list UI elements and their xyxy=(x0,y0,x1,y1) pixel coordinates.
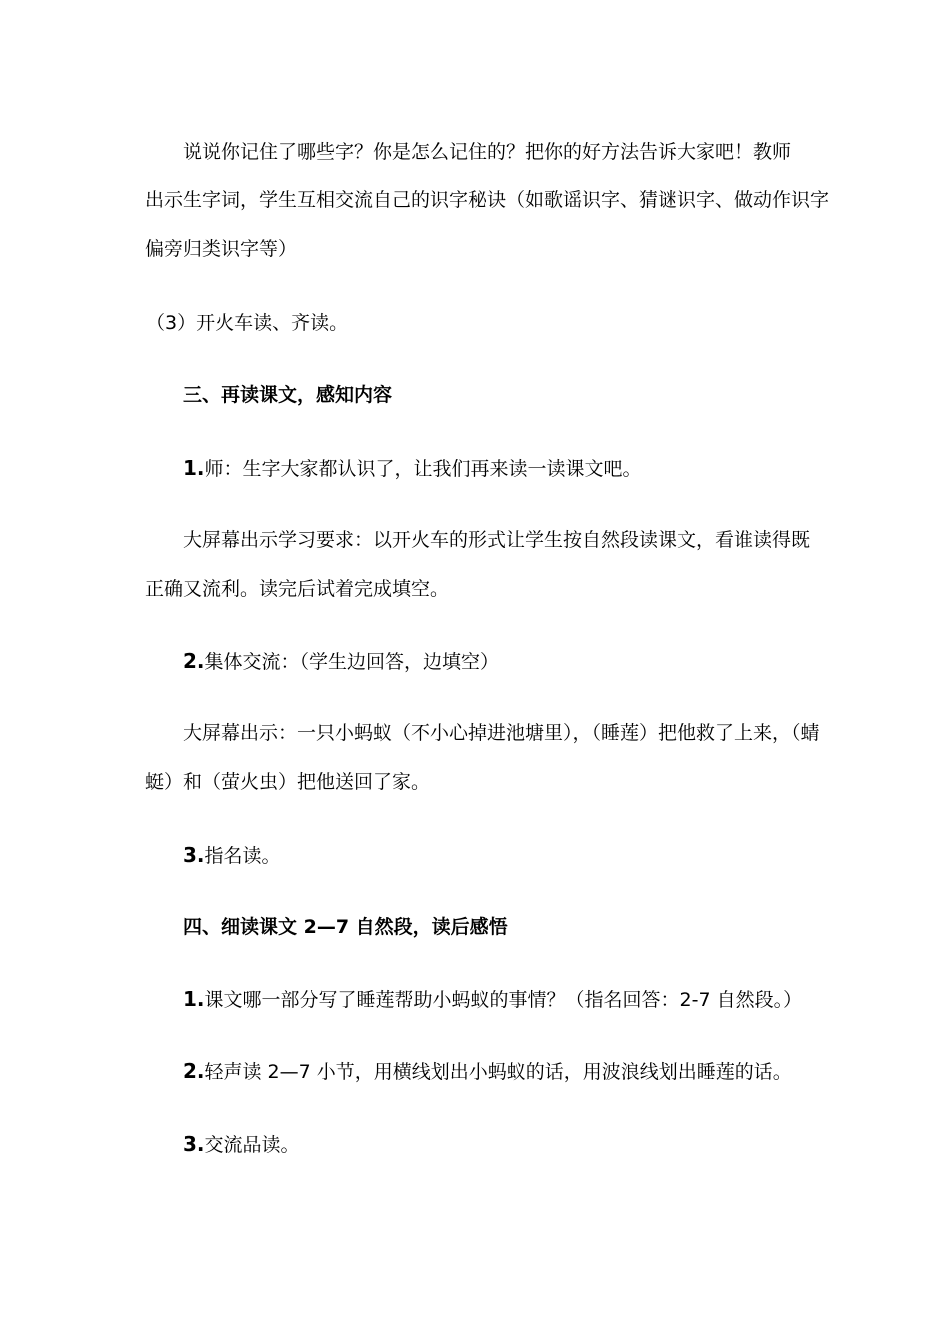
list-text: 指名读。 xyxy=(204,845,281,867)
list-number: 1. xyxy=(183,456,205,480)
list-item xyxy=(183,455,642,482)
list-text: 轻声读 2—7 小节，用横线划出小蚂蚁的话，用波浪线划出睡莲的话。 xyxy=(204,1061,792,1083)
list-item xyxy=(183,1131,300,1158)
list-item xyxy=(183,842,281,869)
list-text: 集体交流：（学生边回答，边填空） xyxy=(204,651,500,673)
list-number: 1. xyxy=(183,987,205,1011)
list-number: 3. xyxy=(183,1132,205,1156)
list-text: 师：生字大家都认识了，让我们再来读一读课文吧。 xyxy=(204,458,642,480)
list-item xyxy=(183,986,802,1013)
list-item xyxy=(183,648,499,675)
list-number: 2. xyxy=(183,649,205,673)
list-number: 2. xyxy=(183,1059,205,1083)
list-text: 课文哪一部分写了睡莲帮助小蚂蚁的事情？（指名回答：2-7 自然段。） xyxy=(204,989,803,1011)
paragraph-line: （3）开火车读、齐读。 xyxy=(146,312,349,334)
list-text: 交流品读。 xyxy=(204,1134,300,1156)
section-heading: 三、再读课文，感知内容 xyxy=(183,384,393,406)
list-number: 3. xyxy=(183,843,205,867)
paragraph-line: 大屏幕出示：一只小蚂蚁（不小心掉进池塘里），（睡莲）把他救了上来，（蜻 xyxy=(183,722,820,744)
paragraph-line: 出示生字词，学生互相交流自己的识字秘诀（如歌谣识字、猜谜识字、做动作识字 xyxy=(145,189,830,211)
list-item xyxy=(183,1058,792,1085)
paragraph-line: 大屏幕出示学习要求：以开火车的形式让学生按自然段读课文，看谁读得既 xyxy=(183,529,811,551)
paragraph-line: 蜓）和（萤火虫）把他送回了家。 xyxy=(145,771,431,793)
paragraph-line: 偏旁归类识字等） xyxy=(145,238,298,260)
section-heading: 四、细读课文 2—7 自然段，读后感悟 xyxy=(183,916,508,938)
paragraph-line: 正确又流利。读完后试着完成填空。 xyxy=(145,578,450,600)
paragraph-line: 说说你记住了哪些字？你是怎么记住的？把你的好方法告诉大家吧！教师 xyxy=(183,141,792,163)
